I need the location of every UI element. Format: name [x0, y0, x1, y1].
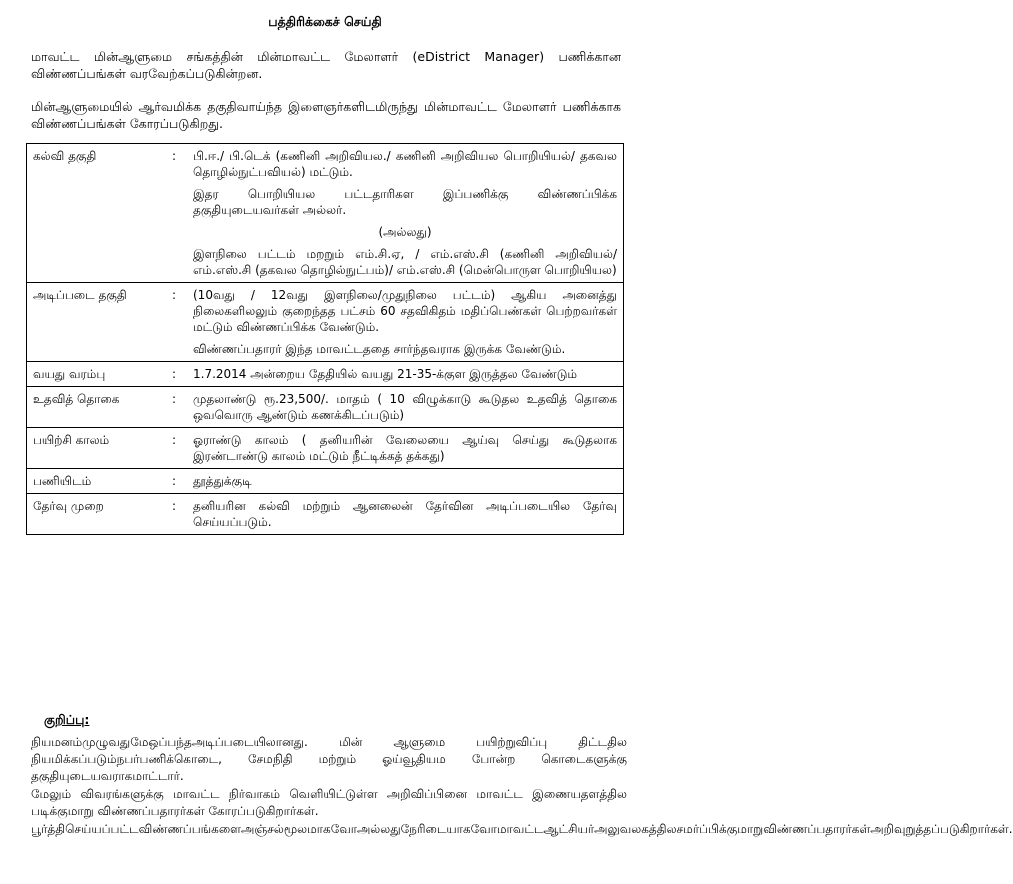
note-paragraph: மேலும் விவரங்களுக்கு மாவட்ட நிர்வாகம் வெளியிட்டுள்ள அறிவிப்பினை மாவட்ட இணையதளத்தில படிக்குமாறு விண்ணப்பதாரர்கள் கோரப்படுகிறார்கள்.	[31, 787, 627, 818]
education-line-3: இளநிலை பட்டம் மறறும் எம்.சி.ஏ, / எம்.எஸ்.சி (கணினி அறிவியல்/ எம்.எஸ்.சி (தகவல தொழில்நுட்பம்)/ எம்.எஸ்.சி (மென்பொருள பொறியியல)	[193, 247, 617, 277]
basic-label: அடிப்படை தகுதி	[27, 283, 168, 362]
selection-value: தனியரின கல்வி மற்றும் ஆனலைன் தேர்வின அடிப்படையில தேர்வு செய்யப்படும்.	[181, 494, 624, 535]
education-or: (அல்லது)	[378, 225, 432, 239]
selection-label: தேர்வு முறை	[27, 494, 168, 535]
basic-line-2: விண்ணப்பதாரர் இந்த மாவட்டததை சார்ந்தவராக இருக்க வேண்டும்.	[193, 342, 566, 356]
basic-line-1: (10வது / 12வது இளநிலை/முதுநிலை பட்டம்) ஆகிய அனைத்து நிலைகளிலலும் குறைந்தத பட்சம் 60 சதவிகிதம் மதிப்பெண்கள் பெற்றவர்கள் மட்டும் விண்ணப்பிக்க வேண்டும்.	[193, 288, 617, 334]
colon-separator: :	[167, 494, 181, 535]
colon-separator: :	[167, 362, 181, 387]
table-row-selection	[27, 494, 624, 535]
colon-separator: :	[167, 387, 181, 428]
education-value	[181, 144, 624, 283]
colon-separator: :	[167, 283, 181, 362]
table-row-age	[27, 362, 624, 387]
training-label: பயிற்சி காலம்	[27, 428, 168, 469]
eligibility-table	[26, 143, 624, 535]
posting-value: தூத்துக்குடி	[181, 469, 624, 494]
stipend-value: முதலாண்டு ரூ.23,500/. மாதம் ( 10 விழுக்காடு கூடுதல உதவித் தொகை ஒவவொரு ஆண்டும் கணக்கிடப்படும்)	[181, 387, 624, 428]
education-label: கல்வி தகுதி	[27, 144, 168, 283]
age-label: வயது வரம்பு	[27, 362, 168, 387]
table-row-stipend	[27, 387, 624, 428]
stipend-label: உதவித் தொகை	[27, 387, 168, 428]
note-heading: குறிப்பு:	[44, 712, 90, 727]
basic-value	[181, 283, 624, 362]
document-title: பத்திரிக்கைச் செய்தி	[268, 14, 382, 29]
note-paragraph: நியமனம்முழுவதுமேஒப்பந்தஅடிப்படையிலானது. மின் ஆளுமை பயிற்றுவிப்பு திட்டதில நியமிக்கப்படும்நபர்பணிக்கொடை, சேமநிதி மற்றும் ஓய்வூதியம போன்ற கொடைகளுக்கு தகுதியுடையவராகமாட்டார்.	[31, 735, 627, 783]
training-value: ஓராண்டு காலம் ( தனியரின் வேலையை ஆய்வு செய்து கூடுதலாக இரண்டாண்டு காலம் மட்டும் நீட்டிக்கத் தக்கது)	[181, 428, 624, 469]
table-row-training	[27, 428, 624, 469]
posting-label: பணியிடம்	[27, 469, 168, 494]
table-row-posting	[27, 469, 624, 494]
colon-separator: :	[167, 469, 181, 494]
table-row-education	[27, 144, 624, 283]
notes-section	[31, 734, 1013, 839]
lead-paragraph: மின்ஆளுமையில் ஆர்வமிக்க தகுதிவாய்ந்த இளைஞர்களிடமிருந்து மின்மாவட்ட மேலாளர் பணிக்காக விண்ணப்பங்கள் கோரப்படுகிறது.	[31, 99, 621, 131]
education-line-1: பி.ஈ./ பி.டெக் (கணினி அறிவியல./ கணினி அறிவியல பொறியியல்/ தகவல தொழில்நுட்பவியல்) மட்டும்.	[193, 149, 617, 179]
education-line-2: இதர பொறியியல பட்டதாரிகள இப்பணிக்கு விண்ணப்பிக்க தகுதியுடையவர்கள் அல்லர்.	[193, 187, 617, 217]
table-row-basic	[27, 283, 624, 362]
colon-separator: :	[167, 428, 181, 469]
colon-separator: :	[167, 144, 181, 283]
intro-paragraph: மாவட்ட மின்ஆளுமை சங்கத்தின் மின்மாவட்ட மேலாளர் (eDistrict Manager) பணிக்கான விண்ணப்பங்கள் வரவேற்கப்படுகின்றன.	[31, 49, 621, 81]
note-paragraph: பூர்த்திசெய்யப்பட்டவிண்ணப்பங்களைஅஞ்சல்மூலமாகவோஅல்லதுநேரிடையாகவோமாவட்டஆட்சியர்அலுவலகத்திலசமர்ப்பிக்குமாறுவிண்ணப்பதாரர்கள்அறிவுறுத்தப்படுகிறார்கள்.	[31, 822, 1013, 836]
age-value: 1.7.2014 அன்றைய தேதியில் வயது 21-35-க்குள இருத்தல வேண்டும்	[181, 362, 624, 387]
